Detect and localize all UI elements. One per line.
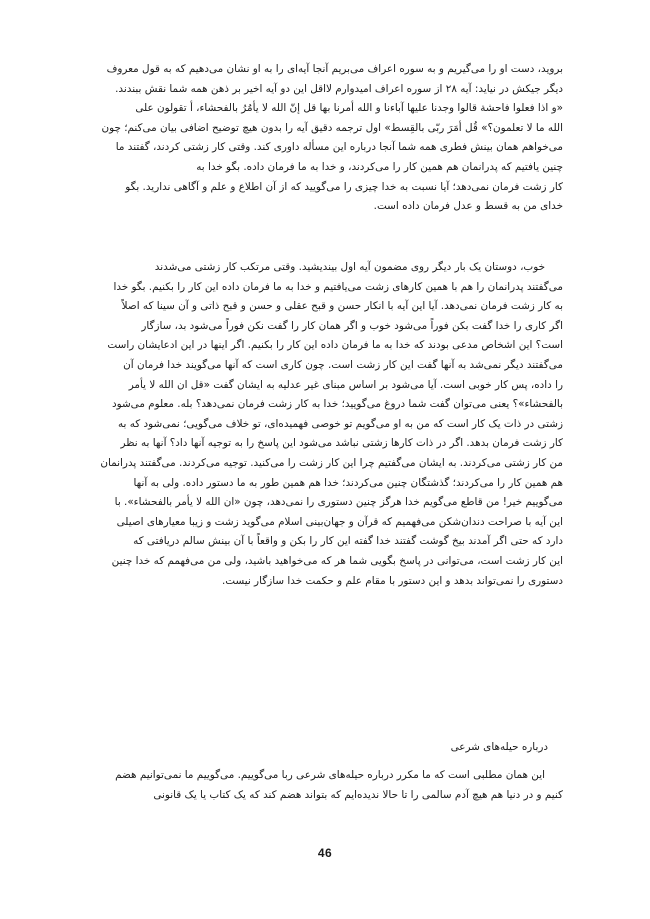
paragraph-2 <box>84 258 563 591</box>
text-line: را داده، پس کار خوبی است. آیا می‌شود بر اساس مبنای غیر عدلیه به ایشان گفت «قل ان الله لا یأمر <box>128 378 563 391</box>
page-number: 46 <box>317 846 333 860</box>
text-line: این همان مطلبی است که ما مکرر درباره حیله‌های شرعی ربا می‌گوییم. می‌گوییم ما نمی‌توانیم هضم <box>115 769 545 781</box>
text-line: دارد که حتی اگر آمدند بیخ گوشت گفتند خدا گفته این کار را بکن و واقعاً با آن بینش سالم دریافتی که <box>133 535 563 548</box>
text-line: این کار زشت است، می‌توانی در پاسخ بگویی شما هر که می‌خواهید باشید، ولی من می‌فهمم که خدا چنین <box>111 554 563 567</box>
text-line: خدای من به قسط و عدل فرمان داده است. <box>373 200 563 213</box>
text-line: زشتی در ذات یک کار است که من به او می‌گویم تو خوصی فهمیده‌ای، تو خلاف می‌گویی؛ نمی‌شود که به <box>117 417 563 430</box>
text-line: بالفحشاء»؟ یعنی می‌توان گفت شما دروغ می‌گویید؛ خدا به کار زشت فرمان نمی‌دهد؟ بله. معلوم می‌شود <box>111 398 563 411</box>
text-line: می‌گوییم خیر! من قاطع می‌گویم خدا هرگز چنین دستوری را نمی‌دهد، چون «ان الله لا یأمر بالفحشاء». با <box>114 496 563 509</box>
text-line: به کار زشت فرمان نمی‌دهد. آیا این آیه با انکار حسن و قبح عقلی و حسن و قبح ذاتی و آن سینا که اصلاً <box>121 300 563 313</box>
text-line: می‌گفتند پدرانمان را هم با همین کارهای زشت می‌یافتیم و خدا به ما فرمان داده این کار را بکنیم. بگو خدا <box>113 280 563 293</box>
text-line: می‌گفتند دیگر نمی‌شد به آنها گفت این کار زشت است. چون کاری است که آنها می‌گویند خدا فرمان آن <box>123 358 563 371</box>
text-line: بروید، دست او را می‌گیریم و به سوره اعراف می‌بریم آنجا آیه‌ای را به او نشان می‌دهیم که به قول معروف <box>106 63 563 75</box>
text-line: کار زشت فرمان نمی‌دهد؛ آیا نسبت به خدا چیزی را می‌گویید که از آن اطلاع و علم و آگاهی ندارید. بگو <box>125 180 563 193</box>
text-line: این آیه با صراحت دندان‌شکن می‌فهمیم که قرآن و جهان‌بینی اسلام می‌گوید زشت و زیبا معیارهای اصیلی <box>116 515 563 528</box>
text-line: هم همین کار را می‌کردند؛ گذشتگان چنین می‌کردند؛ خدا هم همین طور به ما دستور داده. ولی به آنها <box>133 476 563 489</box>
text-line: چنین یافتیم که پدرانمان هم همین کار را می‌کردند، و خدا به ما فرمان داده. بگو خدا به <box>196 160 563 173</box>
text-line: می‌خواهم همان بینش فطری همه شما آنجا درباره این مسأله داوری کند. وقتی کار زشتی کردند، گفتند ما <box>115 141 563 154</box>
paragraph-1 <box>84 60 563 217</box>
text-line: اگر کاری را خدا گفت بکن فوراً می‌شود خوب و اگر همان کار را گفت نکن فوراً می‌شود بد، سازگار <box>141 319 563 332</box>
paragraph-3 <box>84 766 563 805</box>
text-line: خوب، دوستان یک بار دیگر روی مضمون آیه اول بیندیشید. وقتی مرتکب کار زشتی می‌شدند <box>154 261 545 273</box>
text-line: کار زشت فرمان بدهد. اگر در ذات کارها زشتی نباشد می‌شود این پاسخ را به توجیه آنها داد؟ آنها به نظر <box>120 437 563 450</box>
text-line: الله ما لا تعلمون؟» قُل أمَرَ ربّی بالقِسط» اول ترجمه دقیق آیه را بدون هیچ توضیح اضافی بیان می‌کنم؛ چون <box>101 121 563 134</box>
text-line: من کار زشتی می‌کردند. به ایشان می‌گفتیم چرا این کار زشت را می‌کنید. توجیه می‌کردند. می‌گفتند پدرانمان <box>100 456 563 469</box>
section-heading: درباره حیله‌های شرعی <box>450 741 548 753</box>
text-line: دستوری را نمی‌تواند بدهد و این دستور با مقام علم و حکمت خدا سازگار نیست. <box>221 574 563 587</box>
text-line: «و اذا فعلوا فاحشة قالوا وجدنا علیها آباءنا و الله أمرنا بها قل إنّ الله لا یأمُرُ بالفحشاء، أ تقولون علی <box>135 102 563 115</box>
text-line: دیگر جیکش در نیاید: آیه ۲۸ از سوره اعراف امیدوارم لااقل این دو آیه اخیر بر ذهن همه شما نقش ببندند. <box>115 82 563 95</box>
text-line: کنیم و در دنیا هم هیچ آدم سالمی را تا حالا ندیده‌ایم که بتواند هضم کند که یک کتاب یا یک قانونی <box>153 788 563 801</box>
text-line: است؟ این اشخاص مدعی بودند که خدا به ما فرمان داده این کار را بکنیم. اگر اینها در این ادعایشان راست <box>107 339 563 352</box>
